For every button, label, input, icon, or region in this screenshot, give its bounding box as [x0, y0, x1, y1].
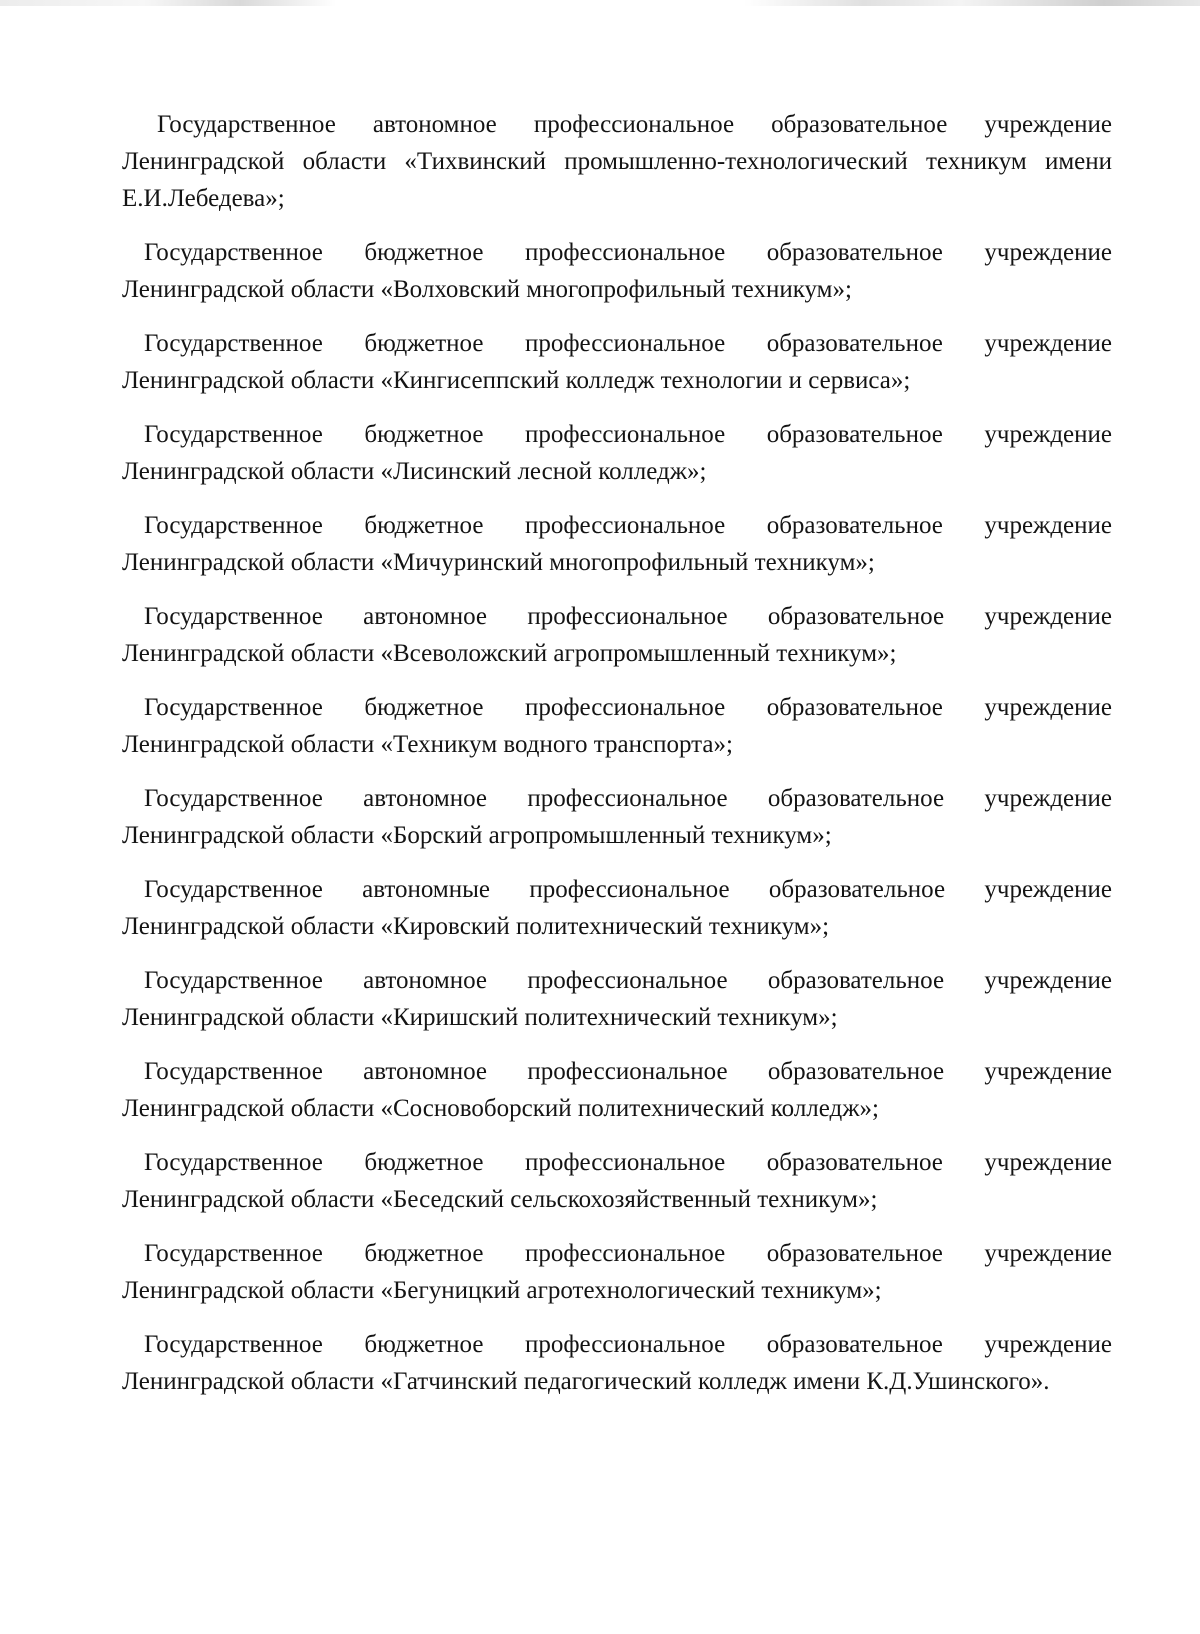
institution-paragraph-9: Государственное автономные профессиональное образовательное учреждение Ленинградской области «Кировский политехнический техникум»;	[122, 876, 1112, 940]
institution-paragraph-1: Государственное автономное профессиональное образовательное учреждение Ленинградской области «Тихвинский промышленно-технологический техникум имени Е.И.Лебедева»;	[122, 111, 1112, 212]
institution-paragraph-4: Государственное бюджетное профессиональное образовательное учреждение Ленинградской области «Лисинский лесной колледж»;	[122, 421, 1112, 485]
institution-paragraph-5: Государственное бюджетное профессиональное образовательное учреждение Ленинградской области «Мичуринский многопрофильный техникум»;	[122, 512, 1112, 576]
institution-paragraph-10: Государственное автономное профессиональное образовательное учреждение Ленинградской области «Киришский политехнический техникум»;	[122, 967, 1112, 1031]
institution-paragraph-14: Государственное бюджетное профессиональное образовательное учреждение Ленинградской области «Гатчинский педагогический колледж имени К.Д.Ушинского».	[122, 1331, 1112, 1395]
institution-paragraph-13: Государственное бюджетное профессиональное образовательное учреждение Ленинградской области «Бегуницкий агротехнологический техникум»;	[122, 1240, 1112, 1304]
scan-edge-artifact	[0, 0, 1200, 6]
institution-paragraph-6: Государственное автономное профессиональное образовательное учреждение Ленинградской области «Всеволожский агропромышленный техникум»;	[122, 603, 1112, 667]
institution-paragraph-8: Государственное автономное профессиональное образовательное учреждение Ленинградской области «Борский агропромышленный техникум»;	[122, 785, 1112, 849]
institution-paragraph-7: Государственное бюджетное профессиональное образовательное учреждение Ленинградской области «Техникум водного транспорта»;	[122, 694, 1112, 758]
institution-paragraph-2: Государственное бюджетное профессиональное образовательное учреждение Ленинградской области «Волховский многопрофильный техникум»;	[122, 239, 1112, 303]
institution-paragraph-12: Государственное бюджетное профессиональное образовательное учреждение Ленинградской области «Беседский сельскохозяйственный техникум»;	[122, 1149, 1112, 1213]
institution-paragraph-3: Государственное бюджетное профессиональное образовательное учреждение Ленинградской области «Кингисеппский колледж технологии и сервиса»;	[122, 330, 1112, 394]
institution-paragraph-11: Государственное автономное профессиональное образовательное учреждение Ленинградской области «Сосновоборский политехнический колледж»;	[122, 1058, 1112, 1122]
document-body	[122, 106, 1112, 1417]
